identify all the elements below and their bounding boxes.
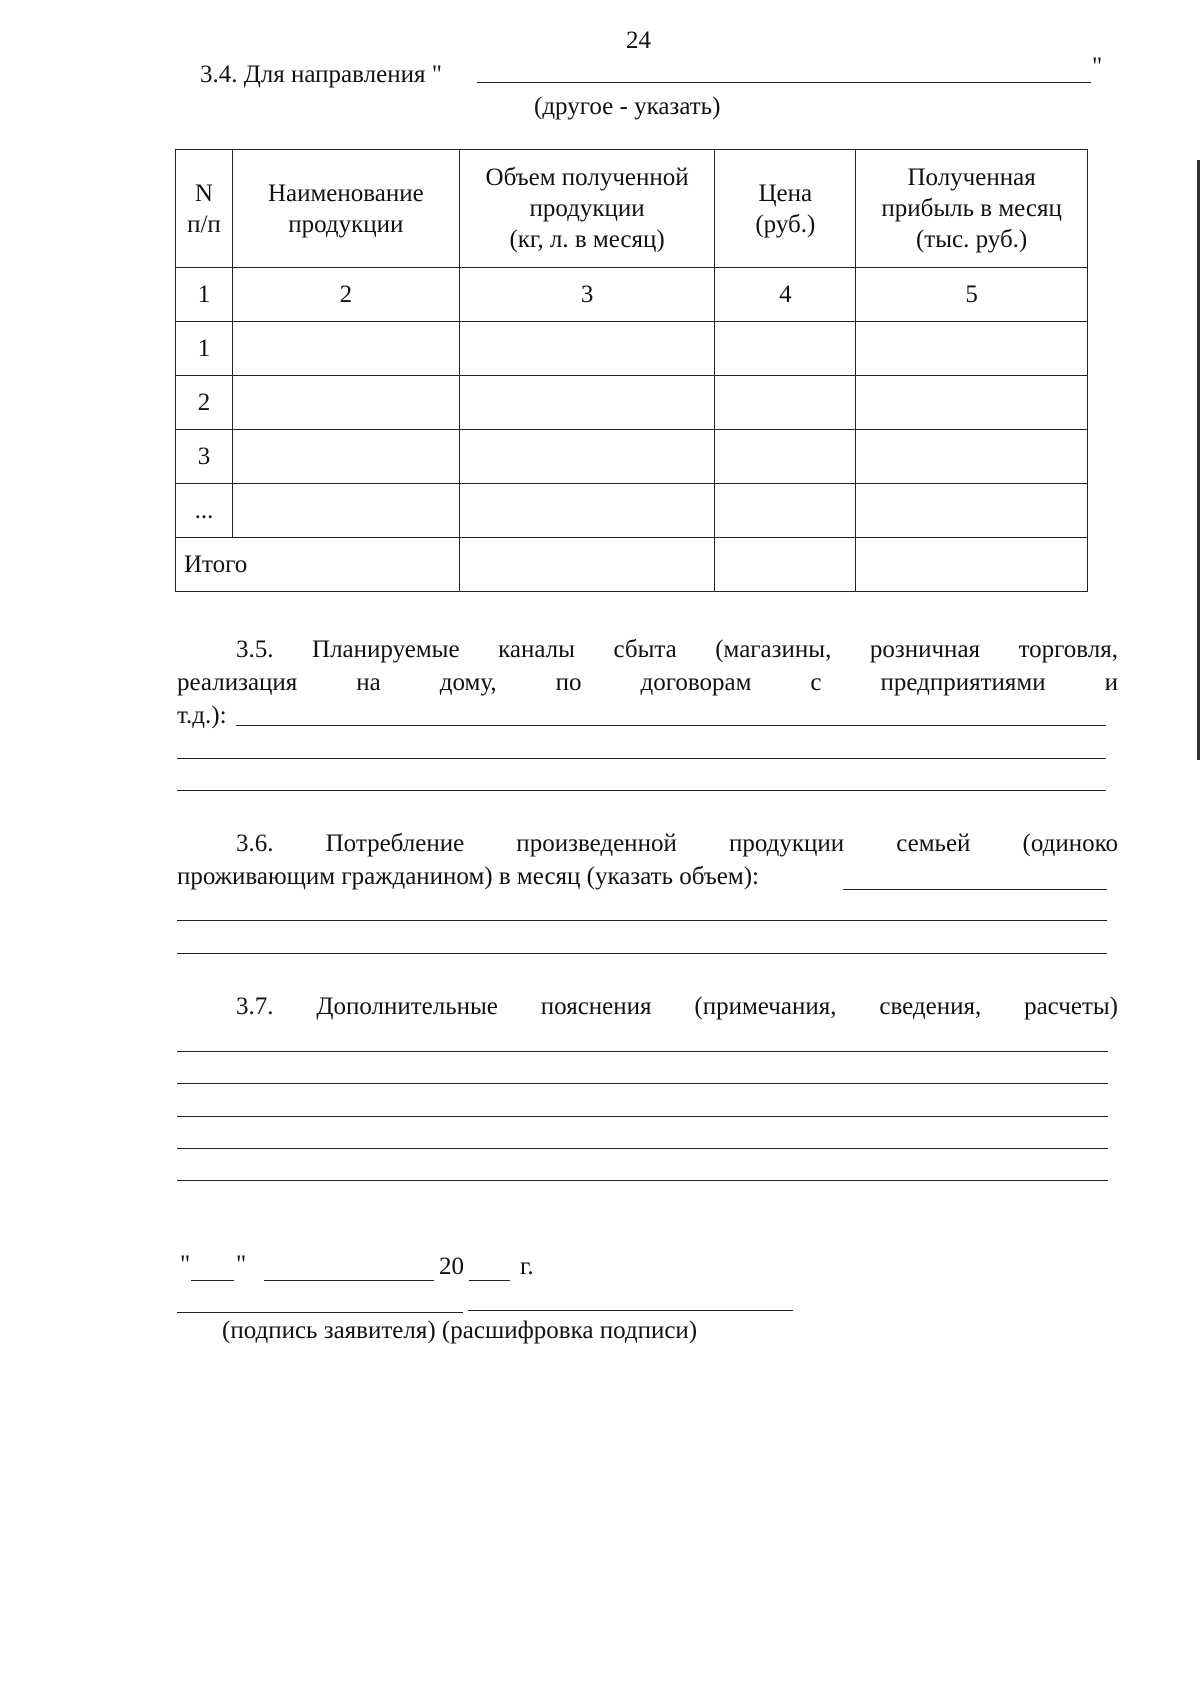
price-cell[interactable] — [715, 430, 856, 484]
header-number: N п/п — [176, 150, 233, 268]
price-cell[interactable] — [715, 322, 856, 376]
column-number: 1 — [176, 268, 233, 322]
volume-cell[interactable] — [459, 484, 715, 538]
product-name-cell[interactable] — [232, 322, 459, 376]
date-year-prefix: 20 — [439, 1253, 464, 1280]
date-open-quote: " — [180, 1251, 191, 1278]
header-volume: Объем полученной продукции (кг, л. в месяц) — [459, 150, 715, 268]
table-row — [176, 376, 1088, 430]
section-3-5-line1: 3.5. Планируемые каналы сбыта (магазины, розничная торговля, — [236, 636, 1118, 663]
table-column-numbers-row — [176, 268, 1088, 322]
total-label: Итого — [176, 538, 460, 592]
row-number: 3 — [176, 430, 233, 484]
section-3-6-blank-line[interactable] — [177, 953, 1107, 954]
section-3-7-blank-line[interactable] — [177, 1148, 1108, 1149]
section-3-7-blank-line[interactable] — [177, 1083, 1108, 1084]
section-3-7-blank-line[interactable] — [177, 1051, 1108, 1052]
product-name-cell[interactable] — [232, 484, 459, 538]
row-number: 1 — [176, 322, 233, 376]
section-3-5-blank-line[interactable] — [236, 725, 1106, 726]
section-3-7-line1: 3.7. Дополнительные пояснения (примечания, сведения, расчеты) — [236, 993, 1118, 1020]
section-3-4-suffix: " — [1092, 53, 1103, 80]
profit-cell[interactable] — [856, 484, 1088, 538]
production-table — [175, 149, 1088, 592]
table-header-row — [176, 150, 1088, 268]
section-3-4-prefix: 3.4. Для направления " — [200, 61, 442, 88]
section-3-6-blank-line[interactable] — [177, 920, 1107, 921]
section-3-6-blank-line[interactable] — [843, 889, 1107, 890]
section-3-5-line2: реализация на дому, по договорам с предприятиями и — [177, 669, 1118, 696]
section-3-5-blank-line[interactable] — [177, 790, 1106, 791]
price-cell[interactable] — [715, 484, 856, 538]
product-name-cell[interactable] — [232, 376, 459, 430]
section-3-7-blank-line[interactable] — [177, 1180, 1108, 1181]
section-3-6-line2: проживающим гражданином) в месяц (указать объем): — [177, 863, 759, 890]
section-3-6-line1: 3.6. Потребление произведенной продукции семьей (одиноко — [236, 830, 1118, 857]
section-3-4-hint: (другое - указать) — [534, 93, 721, 120]
profit-cell[interactable] — [856, 430, 1088, 484]
total-price-cell[interactable] — [715, 538, 856, 592]
header-product-name: Наименование продукции — [232, 150, 459, 268]
table-row — [176, 322, 1088, 376]
section-3-5-line3: т.д.): — [177, 702, 227, 729]
signature-line[interactable] — [177, 1312, 463, 1313]
signature-decoding-line[interactable] — [468, 1310, 793, 1311]
total-volume-cell[interactable] — [459, 538, 715, 592]
signature-caption: (подпись заявителя) (расшифровка подписи) — [222, 1317, 698, 1344]
row-number: 2 — [176, 376, 233, 430]
profit-cell[interactable] — [856, 322, 1088, 376]
total-profit-cell[interactable] — [856, 538, 1088, 592]
header-price: Цена (руб.) — [715, 150, 856, 268]
section-3-4-blank-line — [477, 82, 1091, 83]
column-number: 5 — [856, 268, 1088, 322]
page-number: 24 — [626, 27, 651, 54]
column-number: 2 — [232, 268, 459, 322]
table-row — [176, 430, 1088, 484]
table-total-row — [176, 538, 1088, 592]
profit-cell[interactable] — [856, 376, 1088, 430]
product-name-cell[interactable] — [232, 430, 459, 484]
table-row — [176, 484, 1088, 538]
column-number: 4 — [715, 268, 856, 322]
header-profit: Полученная прибыль в месяц (тыс. руб.) — [856, 150, 1088, 268]
volume-cell[interactable] — [459, 322, 715, 376]
date-close-quote: " — [236, 1251, 247, 1278]
date-month-blank[interactable] — [264, 1280, 434, 1281]
section-3-5-blank-line[interactable] — [177, 758, 1106, 759]
volume-cell[interactable] — [459, 376, 715, 430]
volume-cell[interactable] — [459, 430, 715, 484]
date-day-blank[interactable] — [191, 1280, 234, 1281]
section-3-7-blank-line[interactable] — [177, 1116, 1108, 1117]
date-year-blank[interactable] — [469, 1280, 510, 1281]
date-year-suffix: г. — [520, 1253, 534, 1280]
price-cell[interactable] — [715, 376, 856, 430]
row-number: ... — [176, 484, 233, 538]
column-number: 3 — [459, 268, 715, 322]
